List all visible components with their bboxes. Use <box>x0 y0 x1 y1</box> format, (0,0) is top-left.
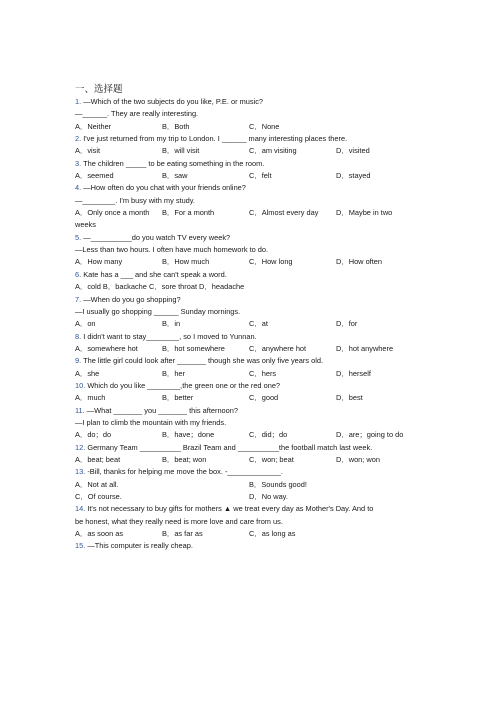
question-line <box>75 269 435 281</box>
answer-option: B．Both <box>162 121 190 131</box>
answer-option: D．visited <box>336 146 370 156</box>
question-number: 11. <box>75 405 87 415</box>
question-line <box>75 380 435 392</box>
options-row <box>75 368 435 380</box>
question-number: 12. <box>75 442 88 452</box>
answer-option: B．as far as <box>162 529 203 539</box>
options-row <box>75 343 435 355</box>
question-text: I didn't want to stay________, so I moved to Yunnan. <box>83 331 257 341</box>
question-line <box>75 503 435 515</box>
text-line: —________. I'm busy with my study. <box>75 195 195 205</box>
question-number: 6. <box>75 269 84 279</box>
options-row <box>75 207 435 219</box>
question-line <box>75 466 435 478</box>
question-text: Germany Team __________ Brazil Team and __________the football match last week. <box>87 442 373 452</box>
answer-option: B．in <box>162 319 181 329</box>
question-number: 7. <box>75 294 84 304</box>
question-line <box>75 442 435 454</box>
text-line: —______. They are really interesting. <box>75 109 199 119</box>
answer-option: C．anywhere hot <box>249 343 307 353</box>
answer-option: A．beat; beat <box>75 454 121 464</box>
question-number: 1. <box>75 97 84 106</box>
section-title: 一、选择题 <box>75 84 123 95</box>
answer-option: A．seemed <box>75 171 114 181</box>
question-number: 15. <box>75 541 88 551</box>
answer-option: A．visit <box>75 146 101 156</box>
answer-option: D．for <box>336 319 358 329</box>
question-line <box>75 294 435 306</box>
question-text: —This computer is really cheap. <box>87 541 193 551</box>
options-row <box>75 429 435 441</box>
question-list <box>75 96 435 553</box>
answer-option: A．on <box>75 319 96 329</box>
question-number: 4. <box>75 183 84 193</box>
answer-option: C．as long as <box>249 529 296 539</box>
options-row <box>75 479 435 491</box>
options-row <box>75 454 435 466</box>
answer-option: A．How many <box>75 257 123 267</box>
question-number: 8. <box>75 331 84 341</box>
question-text: —__________do you watch TV every week? <box>83 232 231 242</box>
answer-option: D．herself <box>336 368 371 378</box>
question-number: 3. <box>75 158 84 168</box>
answer-option: B．Sounds good! <box>249 479 307 489</box>
answer-option: D．stayed <box>336 171 371 181</box>
question-number: 2. <box>75 134 84 144</box>
answer-option: A．Only once a month <box>75 208 150 218</box>
answer-option: B．beat; won <box>162 454 207 464</box>
options-row <box>75 528 435 540</box>
answer-option: C．felt <box>249 171 272 181</box>
answer-option: B．For a month <box>162 208 215 218</box>
question-text: I've just returned from my trip to London. I ______ many interesting places there. <box>83 134 348 144</box>
answer-option: C．Of course. <box>75 492 122 501</box>
text-line: weeks <box>75 220 96 230</box>
answer-option: C．hers <box>249 368 277 378</box>
answer-option: D．Maybe in two <box>336 208 393 218</box>
options-row <box>75 491 435 503</box>
answer-option: A．as soon as <box>75 529 124 539</box>
answer-option: A．do；do <box>75 430 112 440</box>
answer-option: A．much <box>75 393 106 403</box>
question-number: 9. <box>75 356 84 366</box>
question-text: -Bill, thanks for helping me move the box. -_____________. <box>87 467 283 477</box>
question-number: 13. <box>75 467 88 477</box>
question-text: Which do you like ________,the green one or the red one? <box>87 380 281 390</box>
answer-option: B．her <box>162 368 186 378</box>
answer-option: D．best <box>336 393 363 403</box>
options-row <box>75 121 435 133</box>
answer-option: C．Almost every day <box>249 208 319 218</box>
answer-option: B．hot somewhere <box>162 343 225 353</box>
answer-option: A．Neither <box>75 121 112 131</box>
answer-option: D．How often <box>336 257 383 267</box>
answer-option: C．at <box>249 319 268 329</box>
question-text: It's not necessary to buy gifts for mothers ▲ we treat every day as Mother's Day. And to <box>87 504 374 514</box>
question-number: 10. <box>75 380 88 390</box>
answer-option: C．am visiting <box>249 146 297 156</box>
text-line: —I usually go shopping ______ Sunday mornings. <box>75 306 241 316</box>
answer-option: D．No way. <box>249 492 288 501</box>
question-number: 14. <box>75 504 88 514</box>
question-line <box>75 540 435 552</box>
question-line <box>75 331 435 343</box>
answer-option: D．are；going to do <box>336 430 404 440</box>
text-line: —Less than two hours. I often have much homework to do. <box>75 245 269 255</box>
answer-option: B．better <box>162 393 194 403</box>
answer-option: A．somewhere hot <box>75 343 138 353</box>
answer-option: B．will visit <box>162 146 200 156</box>
question-line <box>75 133 435 145</box>
question-text: Kate has a ___ and she can't speak a word. <box>83 269 227 279</box>
question-line <box>75 405 435 417</box>
answer-option: C．None <box>249 121 280 131</box>
question-text: —When do you go shopping? <box>83 294 181 304</box>
answer-option: C．How long <box>249 257 293 267</box>
question-text: —How often do you chat with your friends online? <box>83 183 246 193</box>
answer-option: C．won; beat <box>249 454 294 464</box>
answer-option: B．have；done <box>162 430 215 440</box>
question-text: The little girl could look after _______ though she was only five years old. <box>83 356 324 366</box>
question-text: The children _____ to be eating something in the room. <box>83 158 265 168</box>
options-row <box>75 256 435 268</box>
question-line <box>75 158 435 170</box>
options-row <box>75 392 435 404</box>
options-row <box>75 145 435 157</box>
question-line <box>75 232 435 244</box>
question-line <box>75 96 435 108</box>
options-row <box>75 318 435 330</box>
answer-option: B．saw <box>162 171 188 181</box>
answer-option: A．she <box>75 368 100 378</box>
answer-option: D．won; won <box>336 454 380 464</box>
answer-option: C．good <box>249 393 279 403</box>
answer-option: B．How much <box>162 257 210 267</box>
answer-option: D．hot anywhere <box>336 343 394 353</box>
text-line: —I plan to climb the mountain with my friends. <box>75 417 227 427</box>
text-line: A．cold B．backache C．sore throat D．headache <box>75 282 245 292</box>
answer-option: C．did；do <box>249 430 288 440</box>
question-text: —What _______ you _______ this afternoon? <box>86 405 238 415</box>
answer-option: A．Not at all. <box>75 479 119 489</box>
question-line <box>75 355 435 367</box>
question-text: —Which of the two subjects do you like, P.E. or music? <box>83 97 263 106</box>
text-line: be honest, what they really need is more love and care from us. <box>75 516 283 526</box>
question-number: 5. <box>75 232 84 242</box>
question-line <box>75 182 435 194</box>
options-row <box>75 170 435 182</box>
